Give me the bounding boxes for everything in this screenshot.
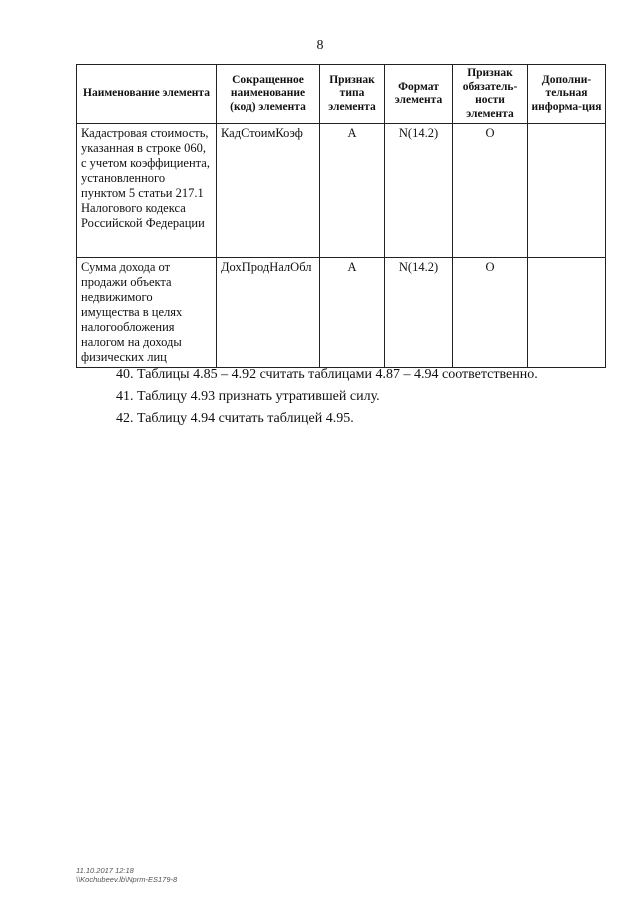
header-element-code: Сокращенное наименование (код) элемента <box>217 65 320 124</box>
header-element-required: Признак обязатель-ности элемента <box>453 65 528 124</box>
cell-type: А <box>320 258 385 368</box>
page-number: 8 <box>316 38 324 53</box>
elements-table <box>76 64 606 368</box>
paragraph-42: 42. Таблицу 4.94 считать таблицей 4.95. <box>116 411 354 426</box>
paragraph-40: 40. Таблицы 4.85 – 4.92 считать таблицами 4.87 – 4.94 соответственно. <box>116 367 538 382</box>
cell-format: N(14.2) <box>385 258 453 368</box>
cell-type: А <box>320 124 385 258</box>
cell-format: N(14.2) <box>385 124 453 258</box>
cell-extra <box>528 258 606 368</box>
table-header-row <box>77 65 606 124</box>
cell-name: Кадастровая стоимость, указанная в строке 060, с учетом коэффициента, установленного пунктом 5 статьи 217.1 Налогового кодекса Российской Федерации <box>77 124 217 258</box>
cell-required: О <box>453 258 528 368</box>
header-element-format: Формат элемента <box>385 65 453 124</box>
amendment-paragraphs <box>116 364 616 430</box>
header-element-type: Признак типа элемента <box>320 65 385 124</box>
table-row <box>77 124 606 258</box>
cell-name: Сумма дохода от продажи объекта недвижимого имущества в целях налогообложения налогом на доходы физических лиц <box>77 258 217 368</box>
stamp-path: \\Kochubeev.lb\Nprm-ES179-8 <box>76 875 178 884</box>
stamp-date: 11.10.2017 12:18 <box>76 866 134 875</box>
cell-code: КадСтоимКоэф <box>217 124 320 258</box>
table-row <box>77 258 606 368</box>
header-element-name: Наименование элемента <box>77 65 217 124</box>
cell-required: О <box>453 124 528 258</box>
header-extra-info: Дополни-тельная информа-ция <box>528 65 606 124</box>
paragraph-41: 41. Таблицу 4.93 признать утратившей силу. <box>116 389 380 404</box>
cell-extra <box>528 124 606 258</box>
cell-code: ДохПродНалОбл <box>217 258 320 368</box>
document-stamp <box>76 866 177 884</box>
